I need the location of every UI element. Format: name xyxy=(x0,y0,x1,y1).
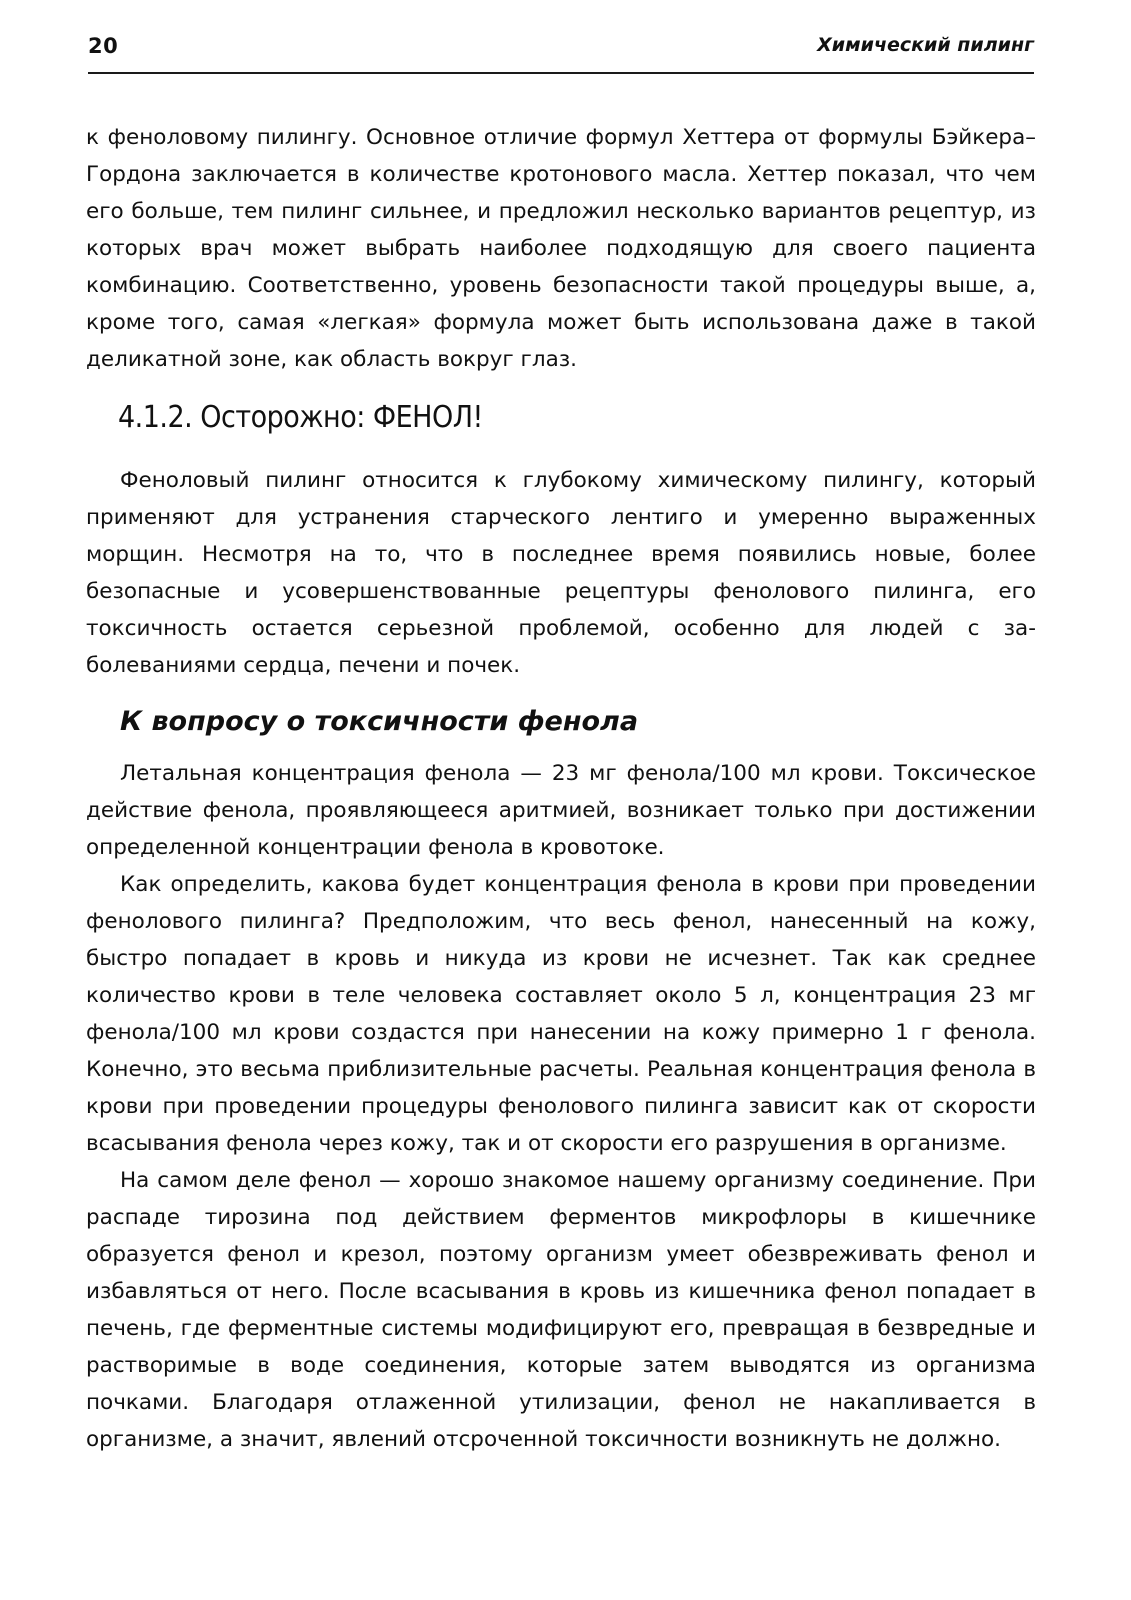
header-rule xyxy=(88,72,1034,74)
section-heading: 4.1.2. Осторожно: ФЕНОЛ! xyxy=(118,400,483,435)
paragraph-metabolism: На самом деле фенол — хорошо знакомое нашему организму соединение. При распаде тирозина под действием ферментов микрофлоры в кишечнике образуется фенол и крезол, поэтому организм умеет обезвреживать фенол и избавляться от него. После всасывания в кровь из кишечника фенол попадает в печень, где ферментные системы модифицируют его, превращая в безвредные и растворимые в воде соединения, которые затем выводятся из организма почками. Благодаря отлаженной утилизации, фенол не накапливается в организме, а значит, явлений отсроченной токсичности возникнуть не должно. xyxy=(86,1168,1036,1452)
paragraph-intro: к феноловому пилингу. Основное отличие формул Хеттера от формулы Бэйкера–Гордона заключается в количестве кротонового масла. Хеттер показал, что чем его больше, тем пилинг сильнее, и предложил несколько вариантов рецептур, из которых врач может выбрать наиболее подходящую для своего пациента комбинацию. Соответственно, уровень безопасности такой процедуры выше, а, кроме того, самая «легкая» формула может быть использована даже в такой деликатной зоне, как область вокруг глаз. xyxy=(86,125,1036,372)
page-number: 20 xyxy=(88,34,119,58)
toxicity-block xyxy=(86,755,1036,1458)
paragraph-phenol: Феноловый пилинг относится к глубокому химическому пилингу, который применяют для устранения старческого лентиго и умеренно выраженных морщин. Несмотря на то, что в последнее время появились новые, более безопасные и усовершенствованные рецептуры фенолового пилинга, его токсичность остается серьезной проблемой, особенно для людей с заболеваниями сердца, печени и почек. xyxy=(86,468,1036,678)
paragraph-lethal: Летальная концентрация фенола — 23 мг фенола/100 мл крови. Токсическое действие фенола, проявляющееся аритмией, возникает только при достижении определенной концентрации фенола в кровотоке. xyxy=(86,761,1036,860)
intro-block xyxy=(86,119,1036,378)
running-header xyxy=(88,34,1034,64)
subheading-toxicity: К вопросу о токсичности фенола xyxy=(120,706,639,737)
paragraph-calculation: Как определить, какова будет концентрация фенола в крови при проведении фенолового пилинга? Предположим, что весь фенол, нанесенный на кожу, быстро попадает в кровь и никуда из крови не исчезнет. Так как среднее количество крови в теле человека составляет около 5 л, концентрация 23 мг фенола/100 мл крови создастся при нанесении на кожу примерно 1 г фенола. Конечно, это весьма приблизительные расчеты. Реальная концентрация фенола в крови при проведении процедуры фенолового пилинга зависит как от скорости всасывания фенола через кожу, так и от скорости его разрушения в организме. xyxy=(86,872,1036,1156)
phenol-block xyxy=(86,462,1036,684)
running-title: Химический пилинг xyxy=(817,34,1034,56)
